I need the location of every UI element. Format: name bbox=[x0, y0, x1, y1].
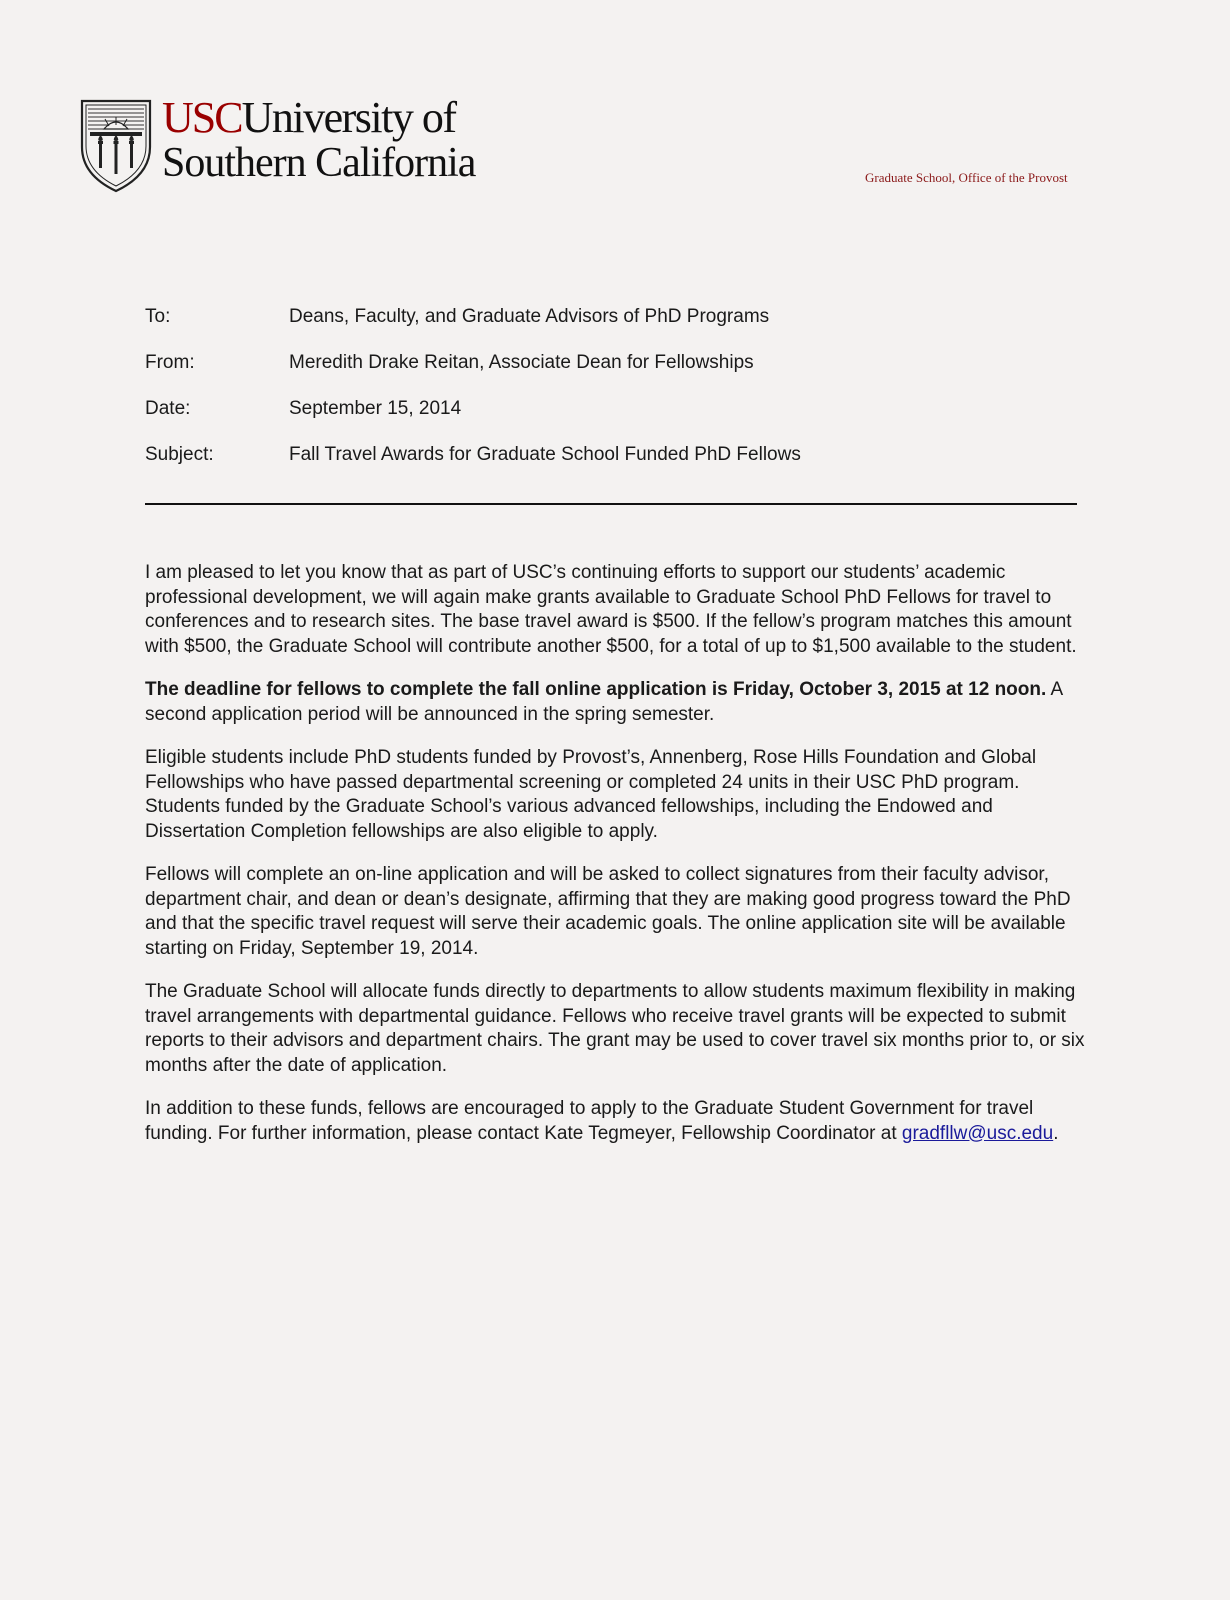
memo-subject-value: Fall Travel Awards for Graduate School Funded PhD Fellows bbox=[289, 444, 801, 465]
office-label: Graduate School, Office of the Provost bbox=[865, 170, 1068, 185]
contact-end-text: . bbox=[1053, 1122, 1059, 1144]
deadline-rest-text: A second application period will be announced in the spring semester. bbox=[145, 679, 1063, 725]
memo-from-label: From: bbox=[145, 352, 195, 373]
deadline-bold-text: The deadline for fellows to complete the fall online application is Friday, October 3, 2015 at 12 noon. bbox=[145, 679, 1047, 700]
memo-subject-label: Subject: bbox=[145, 444, 214, 465]
contact-email-link[interactable]: gradfllw@usc.edu bbox=[901, 1122, 1054, 1144]
memo-from-row bbox=[145, 352, 1085, 398]
memo-date-row bbox=[145, 398, 1085, 444]
memo-date-value: September 15, 2014 bbox=[289, 398, 462, 419]
logo-university-text: University of bbox=[241, 93, 456, 142]
logo-usc-text: USC bbox=[162, 93, 242, 142]
logo-wordmark bbox=[162, 95, 475, 185]
paragraph-travel-awards: I am pleased to let you know that as part of USC’s continuing efforts to support our students’ academic professional development, we will again make grants available to Graduate School PhD Fellows for travel to conferences and to research sites. The base travel award is $500. If the fellow’s program matches this amount with $500, the Graduate School will contribute another $500, for a total of up to $1,500 available to the student. bbox=[145, 562, 1077, 657]
logo-southern-california-text: Southern California bbox=[162, 140, 476, 186]
header-divider bbox=[145, 503, 1077, 505]
memo-body bbox=[145, 561, 1095, 1165]
memo-subject-row bbox=[145, 444, 1085, 490]
memo-to-value: Deans, Faculty, and Graduate Advisors of PhD Programs bbox=[289, 306, 770, 327]
usc-logo bbox=[78, 95, 538, 195]
memo-date-label: Date: bbox=[145, 398, 191, 419]
paragraph-eligibility: Eligible students include PhD students funded by Provost’s, Annenberg, Rose Hills Foundation and Global Fellowships who have passed departmental screening or completed 24 units in their USC PhD program. Students funded by the Graduate School’s various advanced fellowships, including the Endowed and Dissertation Completion fellowships are also eligible to apply. bbox=[145, 747, 1037, 842]
usc-shield-seal-icon bbox=[78, 95, 154, 193]
paragraph-contact bbox=[145, 1097, 1095, 1146]
memo-from-value: Meredith Drake Reitan, Associate Dean for Fellowships bbox=[289, 352, 754, 373]
memo-to-label: To: bbox=[145, 306, 171, 327]
paragraph-deadline bbox=[145, 678, 1095, 727]
memo-header bbox=[145, 306, 1085, 490]
paragraph-allocation: The Graduate School will allocate funds directly to departments to allow students maximum flexibility in making travel arrangements with departmental guidance. Fellows who receive travel grants will be expected to submit reports to their advisors and department chairs. The grant may be used to cover travel six months prior to, or six months after the date of application. bbox=[145, 981, 1085, 1076]
contact-text: In addition to these funds, fellows are encouraged to apply to the Graduate Student Government for travel funding. For further information, please contact Kate Tegmeyer, Fellowship Coordinator at bbox=[145, 1098, 1034, 1144]
paragraph-application: Fellows will complete an on-line application and will be asked to collect signatures from their faculty advisor, department chair, and dean or dean’s designate, affirming that they are making good progress toward the PhD and that the specific travel request will serve their academic goals. The online application site will be available starting on Friday, September 19, 2014. bbox=[145, 864, 1071, 959]
memo-to-row bbox=[145, 306, 1085, 352]
